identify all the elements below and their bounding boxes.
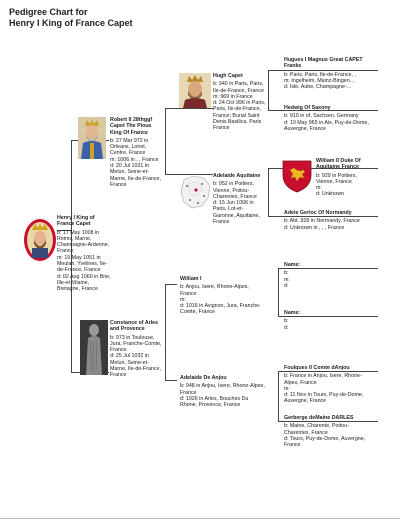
detail-line: Melun, Seine-et- [110,169,149,176]
detail-line: d: 1016 in Avignon, Jura, Franche- [180,303,261,310]
person-henry [57,215,127,293]
name-line: Hugh Capet [213,73,243,79]
person-name [180,375,275,381]
detail-line: d: Unknown [316,191,344,198]
detail-line: Rhone, Provence, France [180,402,241,409]
detail-line: Auvergne, France [284,398,327,405]
detail-line: Denis Basilica, Paris [213,119,262,126]
detail-line: France [213,125,230,132]
detail-line: Melun, Seine-et- [110,359,149,366]
person-name [57,215,127,228]
name-line: Franks [284,63,302,70]
detail-line: m: [284,385,290,392]
detail-line: d: 1026 in Arles, Bouches Du [180,395,249,402]
person-hedwig [284,105,384,132]
detail-line: d: 02 Aug 1060 in Brie, [57,273,111,280]
person-adele [284,210,384,231]
person-william-ii [316,158,386,198]
detail-line: Ile-de-France, France [213,87,264,94]
detail-line: France [180,389,197,396]
detail-line: b: Paris, Paris, Ile-de-France, , [284,71,356,78]
name-line: Adelaide De Anjou [180,375,227,381]
adelaide-map [178,172,214,214]
person-adelaide-de-anjou [180,375,275,408]
page-title [9,7,133,29]
detail-line: France [180,290,197,297]
detail-line: Vienne, France [316,178,352,185]
name-line: Gerberge deMaine DARLES [284,415,354,421]
connector [165,284,177,285]
detail-line: Charentes, France [213,193,257,200]
name-line: Foulques II Comte dAnjou [284,365,350,371]
person-hugh [213,73,273,132]
detail-line: b: France in Anjou, Isere, Rhone- [284,373,362,380]
name-line: France Capet [57,221,91,228]
detail-line: b: Abt. 928 in Normandy, France [284,218,360,225]
person-robert [110,117,170,188]
name-line: William II Duke Of [316,158,361,164]
person-name [180,276,275,282]
detail-line: m: [284,276,290,283]
hugh-portrait [179,73,211,108]
detail-line: Orleans, Loiret, [110,144,147,151]
detail-line: b: 17 May 1008 in [57,229,100,236]
detail-line: France [57,248,74,255]
person-name [213,173,273,179]
detail-line: d: [284,282,289,289]
detail-line: b: [284,318,289,325]
detail-line: Marne, Ile-de-France, [110,175,161,182]
detail-line: m: 19 May 1051 in [57,254,101,261]
title-line-1: Pedigree Chart for [9,7,88,17]
detail-line: d: 25 Jul 1032 in [110,353,149,360]
connector [278,371,279,421]
detail-line: m: [180,296,186,303]
detail-line: Garonne, Aquitaine, [213,212,260,219]
detail-line: d: 11 Nov in Tours, Puy-de-Dome, [284,392,364,399]
detail-line: d: 20 Jul 1031 in [110,163,149,170]
name-line: Aquitaine France [316,164,359,171]
detail-line: Auvergne, France [284,125,327,132]
detail-line: Comte, France [180,309,216,316]
detail-line: b: 910 in of, Sachsen, Germany [284,113,359,120]
henry-portrait [23,218,57,262]
detail-line: m: 1006 in , , France [110,156,159,163]
detail-line: Jura, Franche-Comte, [110,340,162,347]
name-line: King Of France [110,129,148,136]
detail-line: b: Anjou, Isere, Rhone-Alpes, [180,284,249,291]
robert-portrait [78,117,106,159]
person-name [284,310,374,316]
person-name [284,210,384,216]
person-name [110,117,170,136]
detail-line: b: 948 in Anjou, Isere, Rhone-Alpes, [180,383,265,390]
detail-line: Ille-et-Vilaine, [57,279,89,286]
name-line: Hedwig Of Saxony [284,105,331,111]
detail-line: Reims, Marne, [57,235,92,242]
detail-line: Bretagne, France [57,286,98,293]
detail-line: d: Tours, Puy-de-Dome, Auvergne, [284,435,366,442]
detail-line: France [110,347,127,354]
name-line: Constance of Arles [110,320,159,326]
detail-line: b: 973 in Toulouse, [110,334,155,341]
connector [165,380,177,381]
detail-line: m: 969 in France [213,93,253,100]
name-line: William I [180,276,202,282]
detail-line: d: Isle, Aube, Champagne-... [284,84,352,91]
person-gerberge [284,415,384,448]
detail-line: d: Unknown in , , , France [284,224,345,231]
detail-line: b: Maine, Charente, Poitou- [284,423,349,430]
person-name [284,57,384,70]
detail-line: de-France, France [57,267,101,274]
name-line: Capet The Pious [110,123,152,130]
detail-line: Champagne-Ardenne, [57,242,110,249]
detail-line: Meulan, Yvelines, Ile- [57,261,108,268]
name-line: Name: [284,310,301,316]
person-hugues [284,57,384,90]
person-name [284,262,374,268]
detail-line: Centre, France [110,150,146,157]
detail-line: d: [284,324,289,331]
person-name [284,365,384,371]
person-constance [110,320,170,379]
person-unknown-1 [284,262,374,289]
footer-rule [0,518,400,519]
detail-line: b: 27 Mar 972 in [110,137,149,144]
detail-line: m: [316,185,322,192]
name-line: Hugues I Magnus Great CAPET [284,57,363,63]
title-line-2: Henry I King of France Capet [9,18,133,28]
detail-line: France [110,181,127,188]
detail-line: b: [284,270,289,277]
detail-line: b: 929 in Poitiers, [316,172,357,179]
detail-line: France [110,372,127,379]
person-name [213,73,273,79]
detail-line: Alpes, France [284,379,317,386]
constance-statue [80,320,108,375]
detail-line: France; Burial Saint [213,112,260,119]
detail-line: France [213,219,230,226]
name-line: Robert II 28thggf [110,117,153,123]
detail-line: b: 952 in Poitiers, [213,181,254,188]
connector [165,108,213,109]
name-line: Henry I King of [57,215,95,221]
detail-line: Marne, Ile-de-France, [110,366,161,373]
detail-line: d: 10 May 965 in Aix, Puy-de-Dome, [284,119,369,126]
person-name [316,158,386,171]
detail-line: France [284,442,301,449]
person-unknown-2 [284,310,374,331]
detail-line: Vienne, Poitou- [213,187,250,194]
name-line: and Provence [110,326,145,333]
detail-line: m: Ingelheim, Mainz-Bingen, , [284,77,355,84]
detail-line: d: 15 Jun 1006 in [213,200,254,207]
name-line: Adelaide Aquitaine [213,173,261,179]
detail-line: Paris, Ile-de-France, [213,106,261,113]
detail-line: Charentes, France [284,429,328,436]
person-adelaide-aquitaine [213,173,273,225]
person-william-i [180,276,275,316]
detail-line: b: 940 in Paris, Paris, [213,81,264,88]
person-name [284,105,384,111]
connector [278,268,279,316]
person-name [110,320,170,333]
detail-line: Paris, Lot-et- [213,206,244,213]
aquitaine-shield [282,160,312,193]
detail-line: d: 24 Oct 996 in Paris, [213,100,266,107]
person-foulques [284,365,384,405]
person-name [284,415,384,421]
name-line: Adele Gerloc Of Normandy [284,210,352,216]
name-line: Name: [284,262,301,268]
